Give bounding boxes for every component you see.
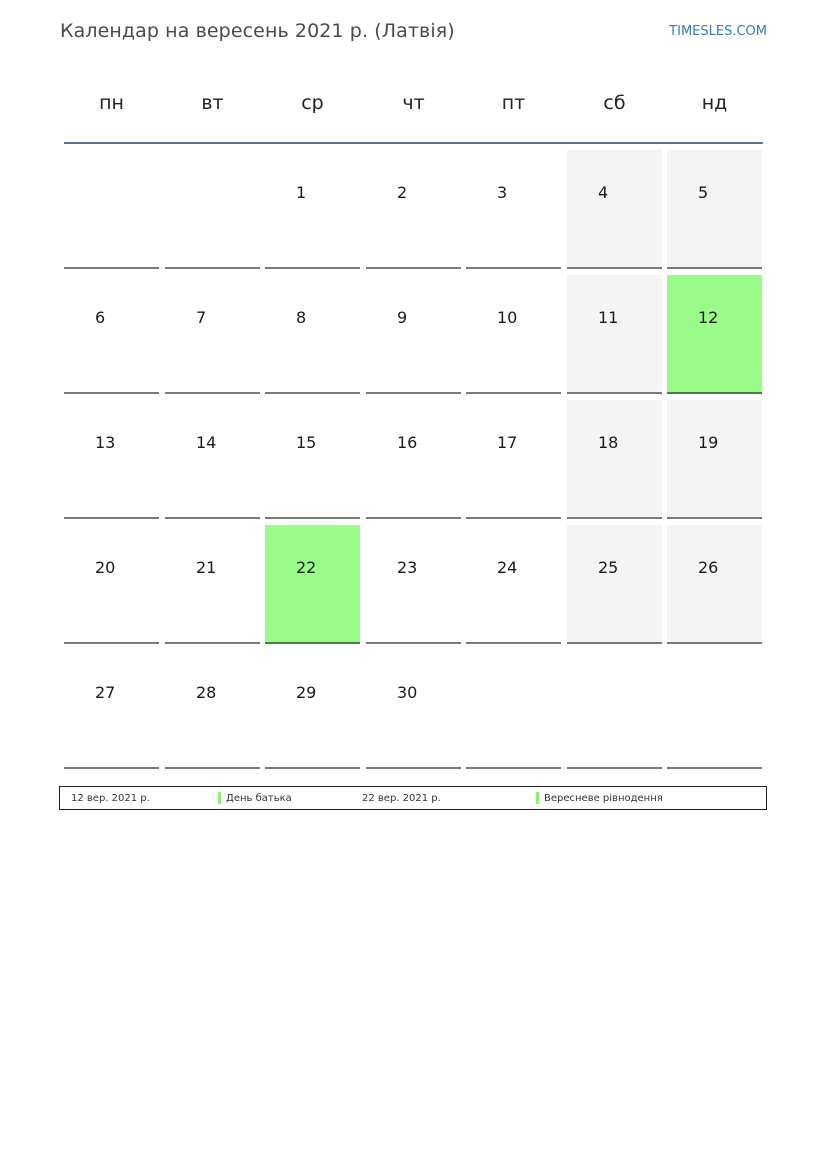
legend-color-swatch [536, 792, 539, 804]
day-cell [64, 400, 159, 519]
day-number: 29 [296, 683, 317, 702]
weekday-thu: чт [402, 92, 425, 114]
day-cell [366, 150, 461, 269]
day-cell [265, 400, 360, 519]
weekday-tue: вт [201, 92, 224, 114]
day-cell [667, 275, 762, 394]
day-cell [466, 400, 561, 519]
day-number: 3 [497, 183, 508, 202]
day-number: 9 [397, 308, 408, 327]
day-cell [466, 275, 561, 394]
weekday-sun: нд [701, 92, 728, 114]
legend-holiday-name: День батька [226, 793, 292, 804]
header-divider [64, 142, 763, 144]
day-number: 27 [95, 683, 116, 702]
weekday-wed: ср [301, 92, 324, 114]
day-cell [667, 650, 762, 769]
legend-date: 22 вер. 2021 р. [362, 793, 441, 804]
day-number: 23 [397, 558, 418, 577]
day-number: 19 [698, 433, 719, 452]
weekday-fri: пт [501, 92, 526, 114]
day-number: 13 [95, 433, 116, 452]
day-number: 21 [196, 558, 217, 577]
day-number: 10 [497, 308, 518, 327]
day-number: 16 [397, 433, 418, 452]
day-cell [64, 150, 159, 269]
day-number: 22 [296, 558, 317, 577]
day-cell [466, 150, 561, 269]
day-number: 1 [296, 183, 307, 202]
day-cell [366, 525, 461, 644]
day-number: 11 [598, 308, 619, 327]
day-number: 5 [698, 183, 709, 202]
day-cell [165, 150, 260, 269]
day-number: 8 [296, 308, 307, 327]
day-cell [265, 525, 360, 644]
day-number: 24 [497, 558, 518, 577]
day-number: 4 [598, 183, 609, 202]
day-cell [64, 650, 159, 769]
day-cell [165, 275, 260, 394]
day-cell [366, 400, 461, 519]
day-number: 30 [397, 683, 418, 702]
day-cell [466, 525, 561, 644]
weekday-sat: сб [603, 92, 626, 114]
day-cell [466, 650, 561, 769]
day-number: 7 [196, 308, 207, 327]
page-title: Календар на вересень 2021 р. (Латвія) [60, 20, 455, 42]
day-cell [265, 650, 360, 769]
day-cell [64, 525, 159, 644]
day-number: 18 [598, 433, 619, 452]
site-link[interactable]: TIMESLES.COM [669, 24, 767, 39]
day-number: 26 [698, 558, 719, 577]
day-cell [165, 400, 260, 519]
day-number: 28 [196, 683, 217, 702]
day-cell [667, 150, 762, 269]
day-cell [366, 275, 461, 394]
holiday-legend [59, 786, 767, 810]
day-number: 25 [598, 558, 619, 577]
day-cell [165, 650, 260, 769]
weekday-mon: пн [99, 92, 124, 114]
legend-color-swatch [218, 792, 221, 804]
day-number: 2 [397, 183, 408, 202]
day-cell [567, 650, 662, 769]
day-cell [567, 525, 662, 644]
day-number: 17 [497, 433, 518, 452]
day-cell [64, 275, 159, 394]
day-cell [165, 525, 260, 644]
day-number: 15 [296, 433, 317, 452]
day-cell [265, 275, 360, 394]
day-cell [265, 150, 360, 269]
day-number: 20 [95, 558, 116, 577]
day-number: 6 [95, 308, 106, 327]
day-cell [667, 400, 762, 519]
legend-holiday-name: Вересневе рівнодення [544, 793, 663, 804]
weekday-header [64, 80, 763, 144]
day-cell [667, 525, 762, 644]
day-number: 12 [698, 308, 719, 327]
day-cell [567, 275, 662, 394]
legend-date: 12 вер. 2021 р. [71, 793, 150, 804]
day-number: 14 [196, 433, 217, 452]
day-cell [366, 650, 461, 769]
day-cell [567, 150, 662, 269]
day-cell [567, 400, 662, 519]
